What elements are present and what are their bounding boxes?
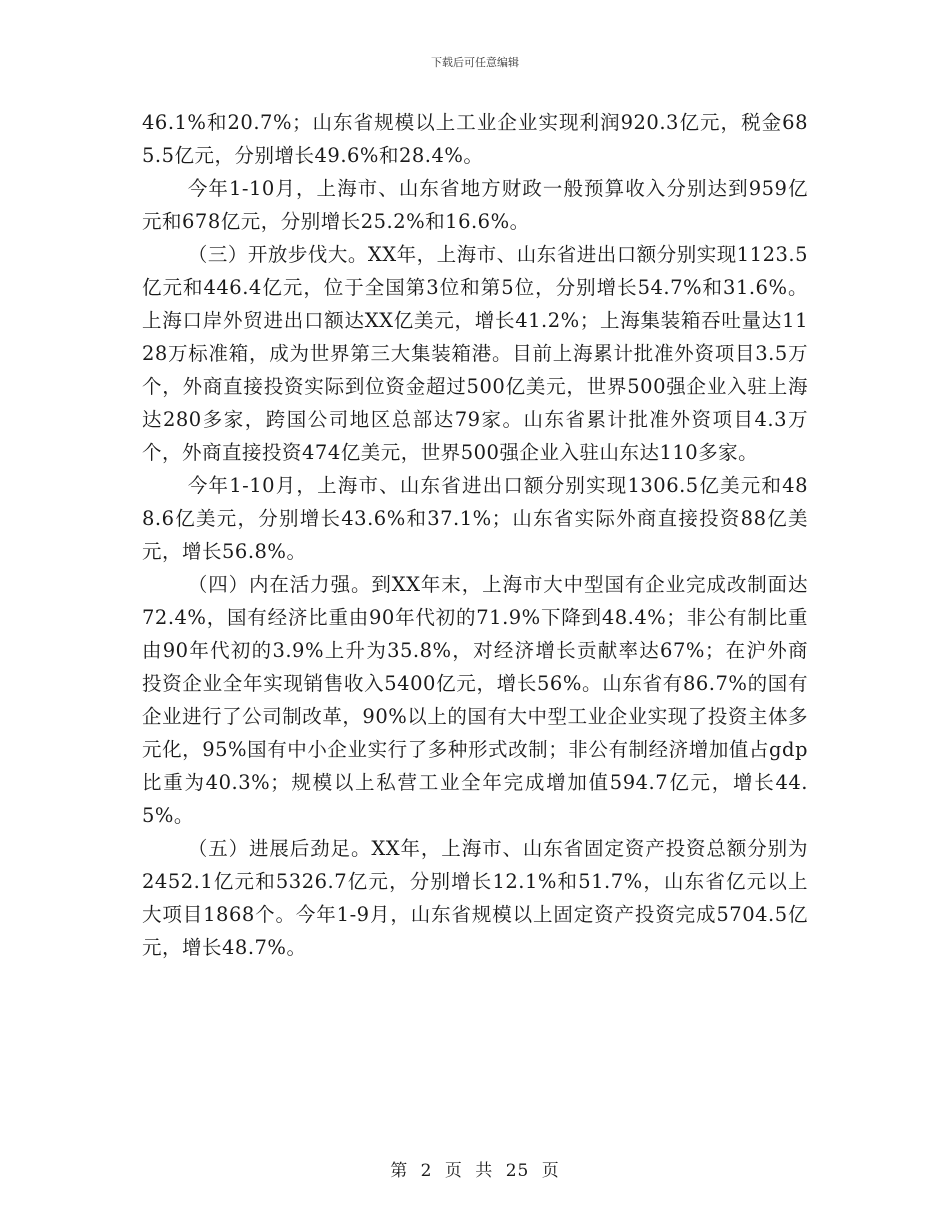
paragraph-3: （三）开放步伐大。XX年，上海市、山东省进出口额分别实现1123.5亿元和446.4亿元，位于全国第3位和第5位，分别增长54.7%和31.6%。上海口岸外贸进出口额达XX亿美元，增长41.2%；上海集装箱吞吐量达1128万标准箱，成为世界第三大集装箱港。目前上海累计批准外资项目3.5万个，外商直接投资实际到位资金超过500亿美元，世界500强企业入驻上海达280多家，跨国公司地区总部达79家。山东省累计批准外资项目4.3万个，外商直接投资474亿美元，世界500强企业入驻山东达110多家。 xyxy=(142,243,808,464)
page-header: 下载后可任意编辑 xyxy=(431,56,519,69)
page-footer: 第 2 页 共 25 页 xyxy=(390,1161,560,1181)
paragraph-1: 46.1%和20.7%；山东省规模以上工业企业实现利润920.3亿元，税金685.5亿元，分别增长49.6%和28.4%。 xyxy=(142,111,808,167)
paragraph-2: 今年1-10月，上海市、山东省地方财政一般预算收入分别达到959亿元和678亿元，分别增长25.2%和16.6%。 xyxy=(142,177,808,233)
paragraph-5: （四）内在活力强。到XX年末，上海市大中型国有企业完成改制面达72.4%，国有经济比重由90年代初的71.9%下降到48.4%；非公有制比重由90年代初的3.9%上升为35.8%，对经济增长贡献率达67%；在沪外商投资企业全年实现销售收入5400亿元，增长56%。山东省有86.7%的国有企业进行了公司制改革，90%以上的国有大中型工业企业实现了投资主体多元化，95%国有中小企业实行了多种形式改制；非公有制经济增加值占gdp比重为40.3%；规模以上私营工业全年完成增加值594.7亿元，增长44.5%。 xyxy=(142,573,808,827)
paragraph-6: （五）进展后劲足。XX年，上海市、山东省固定资产投资总额分别为2452.1亿元和5326.7亿元，分别增长12.1%和51.7%，山东省亿元以上大项目1868个。今年1-9月，山东省规模以上固定资产投资完成5704.5亿元，增长48.7%。 xyxy=(142,837,808,959)
paragraph-4: 今年1-10月，上海市、山东省进出口额分别实现1306.5亿美元和488.6亿美元，分别增长43.6%和37.1%；山东省实际外商直接投资88亿美元，增长56.8%。 xyxy=(142,474,808,563)
body-content xyxy=(142,106,808,964)
